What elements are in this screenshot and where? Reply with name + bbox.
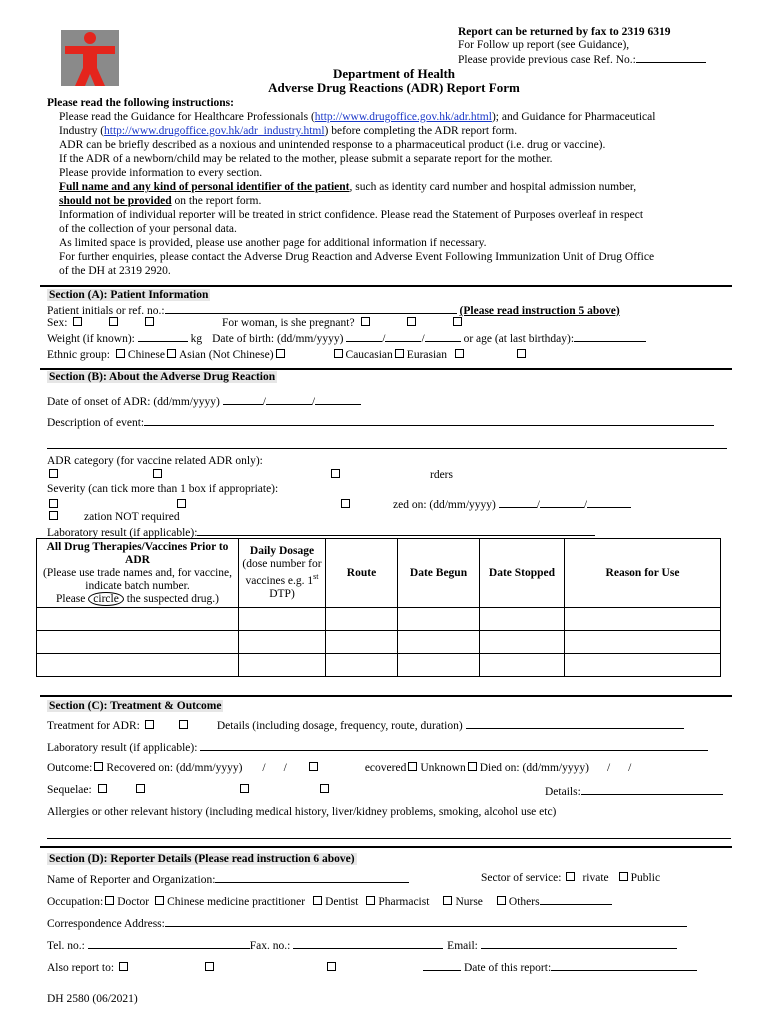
instruction-2: ADR can be briefly described as a noxious and unintended response to a pharmaceutical product (i.e. drug or vaccine). bbox=[59, 139, 606, 151]
instruction-1: Please read the Guidance for Healthcare Professionals (http://www.drugoffice.gov.hk/adr.html); and Guidance for Pharmaceutical bbox=[59, 111, 656, 123]
followup-line: For Follow up report (see Guidance), bbox=[458, 39, 630, 51]
department-title: Department of Health bbox=[332, 66, 456, 81]
date-begun-cell[interactable] bbox=[398, 631, 480, 654]
sequelae-details-field[interactable] bbox=[581, 784, 723, 795]
instruction-8-cont: of the DH at 2319 2920. bbox=[59, 265, 171, 277]
sex-checkbox-1[interactable] bbox=[73, 317, 82, 326]
section-d-rule bbox=[40, 846, 732, 848]
occupation-row: Occupation: Doctor Chinese medicine practitioner Dentist Pharmacist Nurse Others bbox=[47, 894, 612, 908]
severity-checkbox-2[interactable] bbox=[177, 499, 186, 508]
ethnic-eurasian-checkbox[interactable] bbox=[395, 349, 404, 358]
also-report-checkbox-3[interactable] bbox=[327, 962, 336, 971]
weight-dob-row: Weight (if known): kg Date of birth: (dd/mm/yyyy) / / or age (at last birthday): bbox=[47, 331, 646, 345]
section-c-title: Section (C): Treatment & Outcome bbox=[49, 700, 222, 712]
lab-result-b-field[interactable] bbox=[197, 525, 595, 536]
reporter-name-field[interactable] bbox=[215, 872, 409, 883]
also-report-checkbox-1[interactable] bbox=[119, 962, 128, 971]
category-label: ADR category (for vaccine related ADR only): bbox=[47, 455, 263, 467]
pregnant-checkbox-2[interactable] bbox=[407, 317, 416, 326]
sequelae-checkbox-1[interactable] bbox=[98, 784, 107, 793]
col-date-stopped: Date Stopped bbox=[480, 539, 565, 608]
date-begun-cell[interactable] bbox=[398, 608, 480, 631]
col-date-begun: Date Begun bbox=[398, 539, 480, 608]
route-cell[interactable] bbox=[326, 608, 398, 631]
category-checkbox-3[interactable] bbox=[331, 469, 340, 478]
severity-checkbox-1[interactable] bbox=[49, 499, 58, 508]
onset-row: Date of onset of ADR: (dd/mm/yyyy) / / bbox=[47, 394, 361, 408]
section-b-rule bbox=[40, 368, 732, 370]
treatment-checkbox-2[interactable] bbox=[179, 720, 188, 729]
col-route: Route bbox=[326, 539, 398, 608]
contact-row: Tel. no.: Fax. no.: Email: bbox=[47, 938, 677, 952]
reason-cell[interactable] bbox=[565, 631, 721, 654]
fax-return-line: Report can be returned by fax to 2319 6319 bbox=[458, 26, 671, 38]
occupation-cmp-checkbox[interactable] bbox=[155, 896, 164, 905]
drug-cell[interactable] bbox=[37, 608, 239, 631]
ethnic-checkbox-6[interactable] bbox=[455, 349, 464, 358]
date-stopped-cell[interactable] bbox=[480, 654, 565, 677]
date-begun-cell[interactable] bbox=[398, 654, 480, 677]
section-a-title: Section (A): Patient Information bbox=[49, 289, 209, 301]
sex-checkbox-3[interactable] bbox=[145, 317, 154, 326]
hosp-year-field[interactable] bbox=[587, 497, 631, 508]
guidance-hcp-link[interactable]: http://www.drugoffice.gov.hk/adr.html bbox=[314, 111, 492, 123]
occupation-nurse-checkbox[interactable] bbox=[443, 896, 452, 905]
category-checkbox-2[interactable] bbox=[153, 469, 162, 478]
instruction-4: Please provide information to every section. bbox=[59, 167, 263, 179]
treatment-details-field[interactable] bbox=[466, 718, 684, 729]
instruction-5: Full name and any kind of personal identifier of the patient, such as identity card number and hospital admission number, bbox=[59, 181, 637, 193]
outcome-row: Outcome: Recovered on: (dd/mm/yyyy) / / ecovered Unknown Died on: (dd/mm/yyyy) / / bbox=[47, 762, 632, 774]
lab-result-b-row: Laboratory result (if applicable): bbox=[47, 525, 595, 539]
hosp-month-field[interactable] bbox=[540, 497, 584, 508]
sex-row: Sex: bbox=[47, 317, 157, 329]
pregnant-checkbox-1[interactable] bbox=[361, 317, 370, 326]
allergies-label: Allergies or other relevant history (including medical history, liver/kidney problems, smoking, alcohol use etc) bbox=[47, 806, 557, 818]
drug-cell[interactable] bbox=[37, 631, 239, 654]
drug-table-header bbox=[37, 539, 721, 608]
instruction-7: As limited space is provided, please use another page for additional information if necessary. bbox=[59, 237, 487, 249]
instruction-5-cont: should not be provided on the report form. bbox=[59, 195, 262, 207]
sector-row: Sector of service: rivate Public bbox=[481, 872, 661, 884]
address-field[interactable] bbox=[165, 916, 687, 927]
occupation-dentist-checkbox[interactable] bbox=[313, 896, 322, 905]
drug-therapies-table bbox=[36, 538, 721, 677]
onset-year-field[interactable] bbox=[315, 394, 361, 405]
dosage-cell[interactable] bbox=[239, 631, 326, 654]
lab-result-c-field[interactable] bbox=[200, 740, 708, 751]
section-d-title: Section (D): Reporter Details (Please read instruction 6 above) bbox=[49, 853, 355, 865]
occupation-pharmacist-checkbox[interactable] bbox=[366, 896, 375, 905]
email-field[interactable] bbox=[481, 938, 677, 949]
also-report-row: Also report to: Date of this report: bbox=[47, 960, 697, 974]
sector-private-checkbox[interactable] bbox=[566, 872, 575, 881]
also-report-checkbox-2[interactable] bbox=[205, 962, 214, 971]
ethnic-chinese-checkbox[interactable] bbox=[116, 349, 125, 358]
patient-initials-row: Patient initials or ref. no.: (Please read instruction 5 above) bbox=[47, 305, 620, 317]
date-stopped-cell[interactable] bbox=[480, 631, 565, 654]
occupation-doctor-checkbox[interactable] bbox=[105, 896, 114, 905]
dob-day-field[interactable] bbox=[346, 331, 382, 342]
severity-label: Severity (can tick more than 1 box if appropriate): bbox=[47, 483, 279, 495]
section-b-title: Section (B): About the Adverse Drug Reaction bbox=[49, 371, 276, 383]
sex-checkbox-2[interactable] bbox=[109, 317, 118, 326]
section-c-rule bbox=[40, 695, 732, 697]
guidance-industry-link[interactable]: http://www.drugoffice.gov.hk/adr_industry.html bbox=[104, 125, 325, 137]
instruction-3: If the ADR of a newborn/child may be related to the mother, please submit a separate report for the mother. bbox=[59, 153, 553, 165]
severity-checkbox-3[interactable] bbox=[341, 499, 350, 508]
sequelae-checkbox-3[interactable] bbox=[240, 784, 249, 793]
sequelae-checkbox-2[interactable] bbox=[136, 784, 145, 793]
lab-result-c-row: Laboratory result (if applicable): bbox=[47, 740, 708, 754]
table-row bbox=[37, 631, 721, 654]
dosage-cell[interactable] bbox=[239, 654, 326, 677]
table-row bbox=[37, 654, 721, 677]
hosp-not-required-checkbox[interactable] bbox=[49, 511, 58, 520]
report-date-field[interactable] bbox=[551, 960, 697, 971]
allergies-line[interactable] bbox=[47, 838, 731, 839]
onset-month-field[interactable] bbox=[266, 394, 312, 405]
treatment-checkbox-1[interactable] bbox=[145, 720, 154, 729]
route-cell[interactable] bbox=[326, 654, 398, 677]
instructions-heading: Please read the following instructions: bbox=[47, 97, 234, 109]
ethnic-row: Ethnic group: Chinese Asian (Not Chinese) Caucasian Eurasian bbox=[47, 349, 529, 361]
pregnant-row: For woman, is she pregnant? bbox=[222, 317, 465, 329]
date-stopped-cell[interactable] bbox=[480, 608, 565, 631]
category-options: rders bbox=[47, 469, 453, 481]
category-checkbox-1[interactable] bbox=[49, 469, 58, 478]
instruction-6: Information of individual reporter will be treated in strict confidence. Please read the Statement of Purposes overleaf in respect bbox=[59, 209, 644, 221]
dob-month-field[interactable] bbox=[385, 331, 421, 342]
severity-options: zed on: (dd/mm/yyyy) / / bbox=[47, 497, 631, 511]
section-a-rule bbox=[40, 285, 732, 287]
table-row bbox=[37, 608, 721, 631]
tel-field[interactable] bbox=[88, 938, 250, 949]
form-title: Adverse Drug Reactions (ADR) Report Form bbox=[268, 80, 520, 95]
address-row: Correspondence Address: bbox=[47, 916, 687, 930]
patient-initials-field[interactable] bbox=[165, 303, 457, 314]
instruction-8: For further enquiries, please contact the Adverse Drug Reaction and Adverse Event Following Immunization Unit of Drug Office bbox=[59, 251, 655, 263]
description-field[interactable] bbox=[144, 415, 714, 426]
reporter-name-row: Name of Reporter and Organization: bbox=[47, 872, 409, 886]
occupation-others-checkbox[interactable] bbox=[497, 896, 506, 905]
drug-cell[interactable] bbox=[37, 654, 239, 677]
sequelae-row: Sequelae: bbox=[47, 784, 332, 796]
col-reason-for-use: Reason for Use bbox=[565, 539, 721, 608]
weight-field[interactable] bbox=[138, 331, 188, 342]
occupation-others-field[interactable] bbox=[540, 894, 612, 905]
fax-field[interactable] bbox=[293, 938, 443, 949]
dosage-cell[interactable] bbox=[239, 608, 326, 631]
treatment-row: Treatment for ADR: Details (including dosage, frequency, route, duration) bbox=[47, 718, 684, 732]
previous-case-ref-field[interactable] bbox=[636, 52, 706, 63]
pregnant-checkbox-3[interactable] bbox=[453, 317, 462, 326]
col-drug-therapies: All Drug Therapies/Vaccines Prior to ADR (Please use trade names and, for vaccine, indicate batch number. Please circle the suspected drug.) bbox=[37, 539, 239, 608]
hosp-day-field[interactable] bbox=[499, 497, 537, 508]
ethnic-asian-checkbox[interactable] bbox=[167, 349, 176, 358]
sequelae-details: Details: bbox=[545, 784, 723, 798]
description-line-2[interactable] bbox=[47, 448, 727, 449]
reason-cell[interactable] bbox=[565, 654, 721, 677]
outcome-recovered-checkbox[interactable] bbox=[94, 762, 103, 771]
dob-year-field[interactable] bbox=[425, 331, 461, 342]
age-field[interactable] bbox=[574, 331, 646, 342]
form-code: DH 2580 (06/2021) bbox=[47, 993, 138, 1005]
outcome-unknown-checkbox[interactable] bbox=[408, 762, 417, 771]
reason-cell[interactable] bbox=[565, 608, 721, 631]
ethnic-checkbox-7[interactable] bbox=[517, 349, 526, 358]
sector-public-checkbox[interactable] bbox=[619, 872, 628, 881]
instruction-6-cont: of the collection of your personal data. bbox=[59, 223, 237, 235]
sequelae-checkbox-4[interactable] bbox=[320, 784, 329, 793]
outcome-checkbox-2[interactable] bbox=[309, 762, 318, 771]
previous-case-ref: Please provide previous case Ref. No.: bbox=[458, 52, 706, 66]
ethnic-caucasian-checkbox[interactable] bbox=[334, 349, 343, 358]
description-row: Description of event: bbox=[47, 415, 714, 429]
col-daily-dosage: Daily Dosage (dose number for vaccines e.g. 1st DTP) bbox=[239, 539, 326, 608]
outcome-died-checkbox[interactable] bbox=[468, 762, 477, 771]
route-cell[interactable] bbox=[326, 631, 398, 654]
hosp-not-required-row: zation NOT required bbox=[47, 511, 180, 523]
also-report-other-field[interactable] bbox=[423, 960, 461, 971]
onset-day-field[interactable] bbox=[223, 394, 263, 405]
instruction-1-cont: Industry (http://www.drugoffice.gov.hk/adr_industry.html) before completing the ADR report form. bbox=[59, 125, 518, 137]
ethnic-checkbox-3[interactable] bbox=[276, 349, 285, 358]
